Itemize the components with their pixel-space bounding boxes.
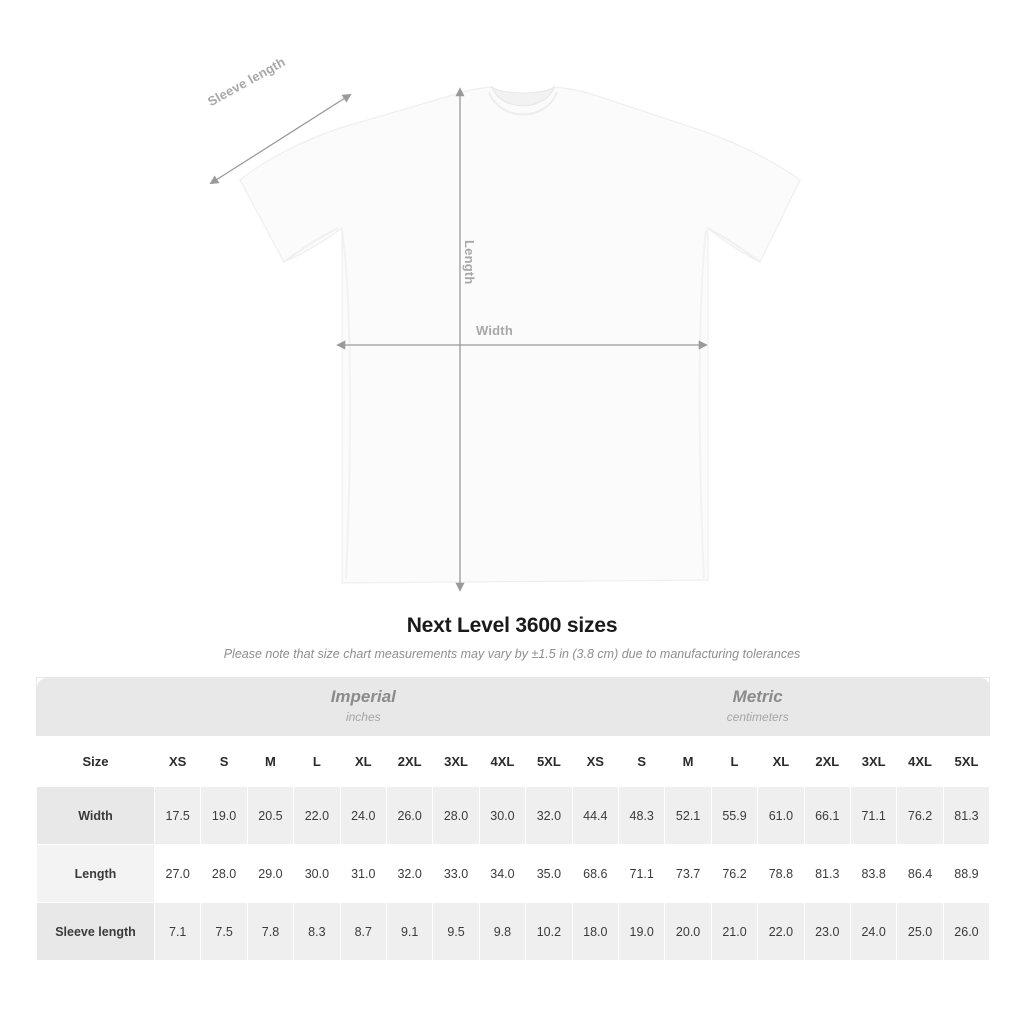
table-row <box>37 903 990 961</box>
cell-sleeve-9: 18.0 <box>572 903 618 961</box>
cell-length-12: 76.2 <box>711 845 757 903</box>
cell-width-6: 28.0 <box>433 787 479 845</box>
system-header-row <box>37 678 990 736</box>
cell-width-1: 19.0 <box>201 787 247 845</box>
size-col-8: 5XL <box>526 736 573 787</box>
size-col-11: M <box>665 736 711 787</box>
cell-width-9: 44.4 <box>572 787 618 845</box>
cell-sleeve-8: 10.2 <box>526 903 573 961</box>
cell-width-14: 66.1 <box>804 787 850 845</box>
tolerance-note: Please note that size chart measurements may vary by ±1.5 in (3.8 cm) due to manufacturing tolerances <box>223 647 801 661</box>
cell-length-4: 31.0 <box>340 845 386 903</box>
system-imperial-unit: inches <box>345 709 381 724</box>
size-table-wrap <box>0 677 1024 961</box>
size-col-17: 5XL <box>943 736 989 787</box>
row-label-sleeve-length: Sleeve length <box>37 903 155 961</box>
system-metric-name: Metric <box>732 687 783 707</box>
size-header-row <box>37 736 990 787</box>
cell-sleeve-5: 9.1 <box>386 903 432 961</box>
size-table <box>36 677 990 961</box>
cell-sleeve-12: 21.0 <box>711 903 757 961</box>
size-col-4: XL <box>340 736 386 787</box>
cell-width-10: 48.3 <box>619 787 665 845</box>
width-label: Width <box>476 323 513 338</box>
cell-length-5: 32.0 <box>386 845 432 903</box>
cell-sleeve-1: 7.5 <box>201 903 247 961</box>
size-col-7: 4XL <box>479 736 525 787</box>
page-title: Next Level 3600 sizes <box>406 614 618 637</box>
cell-sleeve-10: 19.0 <box>619 903 665 961</box>
cell-length-2: 29.0 <box>247 845 293 903</box>
cell-length-7: 34.0 <box>479 845 525 903</box>
cell-length-6: 33.0 <box>433 845 479 903</box>
cell-length-11: 73.7 <box>665 845 711 903</box>
system-imperial-name: Imperial <box>330 687 396 707</box>
length-label: Length <box>462 240 477 285</box>
cell-sleeve-14: 23.0 <box>804 903 850 961</box>
cell-sleeve-4: 8.7 <box>340 903 386 961</box>
cell-width-8: 32.0 <box>526 787 573 845</box>
size-col-13: XL <box>758 736 804 787</box>
size-col-5: 2XL <box>386 736 432 787</box>
cell-length-16: 86.4 <box>897 845 943 903</box>
cell-length-9: 68.6 <box>572 845 618 903</box>
system-metric <box>572 678 943 736</box>
cell-width-15: 71.1 <box>850 787 896 845</box>
cell-length-8: 35.0 <box>526 845 573 903</box>
size-col-6: 3XL <box>433 736 479 787</box>
title-block <box>0 614 1024 661</box>
cell-length-15: 83.8 <box>850 845 896 903</box>
cell-length-0: 27.0 <box>155 845 201 903</box>
cell-width-7: 30.0 <box>479 787 525 845</box>
size-col-16: 4XL <box>897 736 943 787</box>
size-col-2: M <box>247 736 293 787</box>
table-row <box>37 787 990 845</box>
sleeve-length-label: Sleeve length <box>205 54 288 110</box>
system-metric-unit: centimeters <box>726 709 789 724</box>
cell-width-0: 17.5 <box>155 787 201 845</box>
cell-length-13: 78.8 <box>758 845 804 903</box>
size-col-3: L <box>294 736 340 787</box>
size-col-14: 2XL <box>804 736 850 787</box>
size-col-0: XS <box>155 736 201 787</box>
cell-width-17: 81.3 <box>943 787 989 845</box>
cell-width-12: 55.9 <box>711 787 757 845</box>
size-col-15: 3XL <box>850 736 896 787</box>
cell-width-16: 76.2 <box>897 787 943 845</box>
cell-width-11: 52.1 <box>665 787 711 845</box>
cell-sleeve-0: 7.1 <box>155 903 201 961</box>
cell-sleeve-15: 24.0 <box>850 903 896 961</box>
row-label-width: Width <box>37 787 155 845</box>
cell-width-4: 24.0 <box>340 787 386 845</box>
system-imperial <box>155 678 573 736</box>
cell-sleeve-11: 20.0 <box>665 903 711 961</box>
cell-length-3: 30.0 <box>294 845 340 903</box>
size-col-9: XS <box>572 736 618 787</box>
table-row <box>37 845 990 903</box>
cell-width-2: 20.5 <box>247 787 293 845</box>
cell-width-3: 22.0 <box>294 787 340 845</box>
cell-sleeve-7: 9.8 <box>479 903 525 961</box>
cell-sleeve-17: 26.0 <box>943 903 989 961</box>
table-corner-right <box>943 678 989 736</box>
cell-sleeve-2: 7.8 <box>247 903 293 961</box>
table-corner <box>37 678 155 736</box>
cell-sleeve-13: 22.0 <box>758 903 804 961</box>
cell-length-1: 28.0 <box>201 845 247 903</box>
size-col-1: S <box>201 736 247 787</box>
row-label-length: Length <box>37 845 155 903</box>
cell-length-14: 81.3 <box>804 845 850 903</box>
cell-sleeve-16: 25.0 <box>897 903 943 961</box>
cell-length-10: 71.1 <box>619 845 665 903</box>
size-col-12: L <box>711 736 757 787</box>
cell-sleeve-6: 9.5 <box>433 903 479 961</box>
size-header-label: Size <box>37 736 155 787</box>
cell-width-5: 26.0 <box>386 787 432 845</box>
cell-sleeve-3: 8.3 <box>294 903 340 961</box>
cell-width-13: 61.0 <box>758 787 804 845</box>
size-col-10: S <box>619 736 665 787</box>
cell-length-17: 88.9 <box>943 845 989 903</box>
